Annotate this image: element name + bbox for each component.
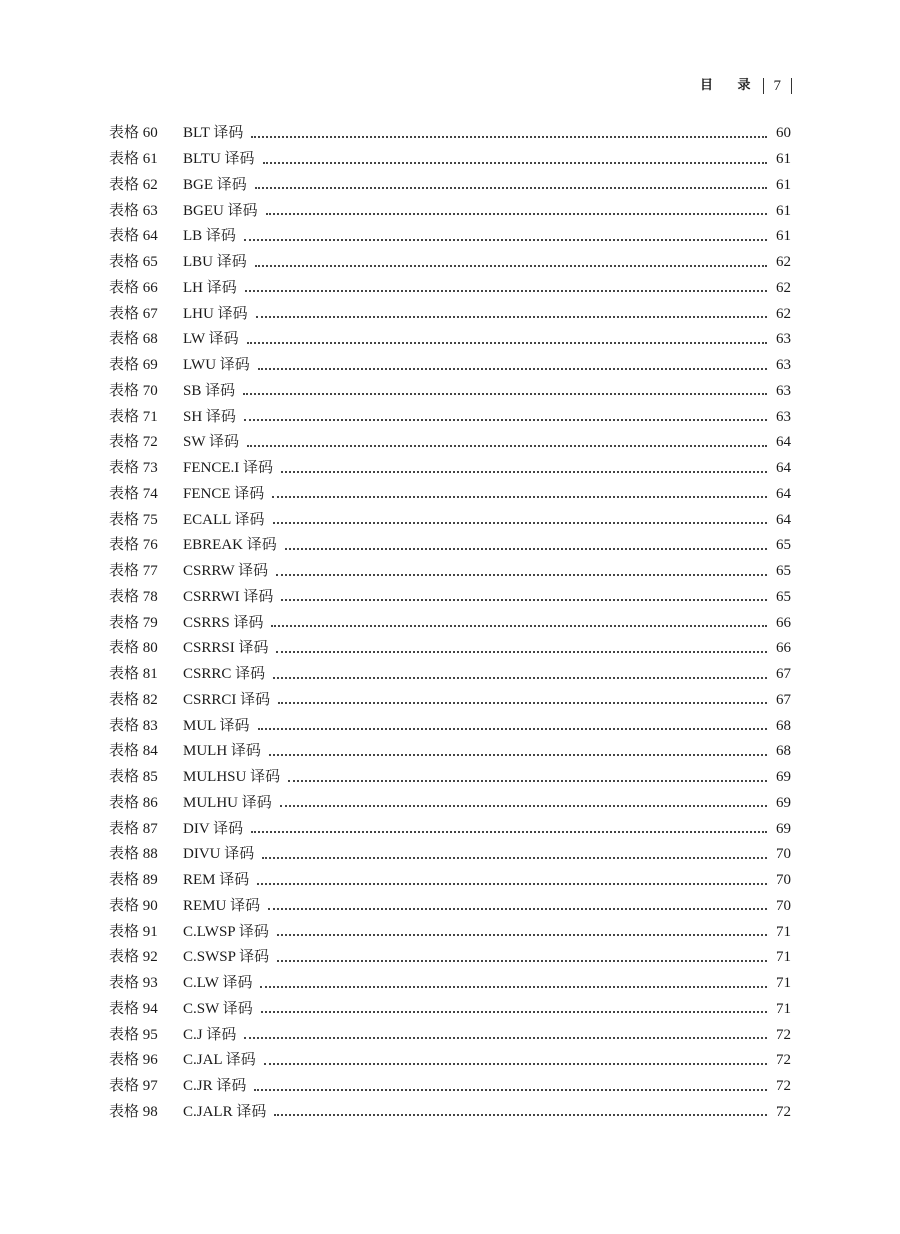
dot-leader [277,960,767,962]
toc-entry[interactable] [109,919,791,945]
toc-entry[interactable] [109,585,791,611]
toc-entry-label: 表格 83 [109,717,158,734]
toc-entry[interactable] [109,173,791,199]
toc-entry-title: MUL 译码 [183,717,250,734]
toc-entry[interactable] [109,198,791,224]
toc-entry-page: 63 [776,382,791,399]
dot-leader [266,213,767,215]
dot-leader [256,316,767,318]
toc-entry[interactable] [109,1048,791,1074]
toc-entry[interactable] [109,662,791,688]
toc-entry-title: CSRRS 译码 [183,614,264,631]
toc-entry-label: 表格 63 [109,202,158,219]
toc-entry[interactable] [109,997,791,1023]
toc-entry-page: 68 [776,743,791,760]
toc-entry[interactable] [109,224,791,250]
toc-entry-title: BLT 译码 [183,125,244,142]
toc-entry-title: MULHSU 译码 [183,769,281,786]
toc-entry[interactable] [109,842,791,868]
dot-leader [260,986,767,988]
dot-leader [257,883,767,885]
toc-entry-label: 表格 93 [109,975,158,992]
page-number: 7 [773,78,781,94]
toc-entry-label: 表格 60 [109,125,158,142]
toc-entry[interactable] [109,147,791,173]
toc-entry-title: C.JAL 译码 [183,1052,256,1069]
dot-leader [274,1114,767,1116]
toc-entry-title: SH 译码 [183,408,236,425]
toc-entry[interactable] [109,121,791,147]
dot-leader [251,831,767,833]
toc-entry[interactable] [109,816,791,842]
toc-entry-page: 72 [776,1026,791,1043]
toc-entry-title: LHU 译码 [183,305,248,322]
toc-entry[interactable] [109,945,791,971]
toc-entry[interactable] [109,430,791,456]
dot-leader [288,780,767,782]
dot-leader [273,677,767,679]
toc-entry[interactable] [109,250,791,276]
toc-entry[interactable] [109,688,791,714]
toc-entry-title: FENCE.I 译码 [183,460,274,477]
toc-entry-title: DIVU 译码 [183,846,255,863]
dot-leader [243,393,767,395]
dot-leader [276,651,767,653]
toc-entry-label: 表格 84 [109,743,158,760]
toc-entry-label: 表格 86 [109,794,158,811]
toc-entry[interactable] [109,301,791,327]
toc-entry-page: 62 [776,279,791,296]
toc-entry-label: 表格 74 [109,485,158,502]
dot-leader [261,1011,767,1013]
toc-entry-label: 表格 87 [109,820,158,837]
toc-entry-title: LB 译码 [183,228,236,245]
dot-leader [245,290,767,292]
toc-entry-page: 67 [776,666,791,683]
toc-entry-title: C.J 译码 [183,1026,237,1043]
toc-entry-title: EBREAK 译码 [183,537,277,554]
toc-entry[interactable] [109,379,791,405]
toc-entry[interactable] [109,894,791,920]
toc-entry-page: 70 [776,897,791,914]
toc-entry-label: 表格 77 [109,563,158,580]
toc-entry[interactable] [109,868,791,894]
toc-entry-label: 表格 68 [109,331,158,348]
toc-entry-label: 表格 89 [109,872,158,889]
toc-entry-page: 61 [776,176,791,193]
dot-leader [272,496,767,498]
toc-entry[interactable] [109,327,791,353]
toc-entry[interactable] [109,1074,791,1100]
dot-leader [251,136,767,138]
toc-entry-label: 表格 92 [109,949,158,966]
toc-entry[interactable] [109,559,791,585]
dot-leader [254,1089,767,1091]
toc-entry-page: 67 [776,691,791,708]
toc-entry-page: 65 [776,537,791,554]
toc-entry-title: BGEU 译码 [183,202,258,219]
toc-entry-title: LWU 译码 [183,357,250,374]
toc-entry[interactable] [109,276,791,302]
toc-entry-label: 表格 64 [109,228,158,245]
dot-leader [244,419,767,421]
toc-entry-title: CSRRSI 译码 [183,640,269,657]
toc-entry-title: LH 译码 [183,279,237,296]
toc-entry-page: 62 [776,254,791,271]
toc-entry-page: 71 [776,923,791,940]
dot-leader [278,702,767,704]
dot-leader [268,908,767,910]
toc-entry-label: 表格 96 [109,1052,158,1069]
dot-leader [280,805,767,807]
toc-entry-label: 表格 62 [109,176,158,193]
toc-entry-label: 表格 66 [109,279,158,296]
dot-leader [262,857,767,859]
toc-entry-title: C.SW 译码 [183,1000,253,1017]
toc-entry-page: 65 [776,588,791,605]
toc-entry-label: 表格 82 [109,691,158,708]
toc-entry-page: 61 [776,151,791,168]
toc-entry-title: LW 译码 [183,331,239,348]
toc-entry-label: 表格 78 [109,588,158,605]
toc-entry-title: CSRRW 译码 [183,563,269,580]
toc-entry-title: REMU 译码 [183,897,261,914]
toc-entry-page: 61 [776,202,791,219]
dot-leader [258,728,767,730]
toc-entry-page: 66 [776,614,791,631]
toc-entry-page: 71 [776,975,791,992]
toc-entry-page: 72 [776,1052,791,1069]
toc-entry-page: 72 [776,1078,791,1095]
running-head [700,76,792,96]
toc-entry-title: MULHU 译码 [183,794,272,811]
toc-entry-page: 64 [776,511,791,528]
toc-entry-label: 表格 94 [109,1000,158,1017]
toc-entry[interactable] [109,353,791,379]
dot-leader [263,162,767,164]
toc-entry-page: 69 [776,769,791,786]
dot-leader [258,368,767,370]
toc-entry-page: 65 [776,563,791,580]
dot-leader [281,599,767,601]
toc-entry-page: 64 [776,485,791,502]
toc-entry-title: ECALL 译码 [183,511,265,528]
toc-entry-title: FENCE 译码 [183,485,265,502]
toc-entry-label: 表格 79 [109,614,158,631]
running-head-divider-end [791,78,792,94]
toc-entry-page: 69 [776,794,791,811]
toc-entry-title: C.SWSP 译码 [183,949,270,966]
toc-entry-page: 60 [776,125,791,142]
toc-entry-title: C.LWSP 译码 [183,923,269,940]
toc-entry-label: 表格 76 [109,537,158,554]
dot-leader [276,574,767,576]
toc-entry-page: 63 [776,408,791,425]
toc-entry[interactable] [109,456,791,482]
dot-leader [247,445,767,447]
toc-entry-label: 表格 98 [109,1103,158,1120]
toc-entry[interactable] [109,971,791,997]
dot-leader [264,1063,767,1065]
toc-entry-label: 表格 91 [109,923,158,940]
toc-entry-label: 表格 71 [109,408,158,425]
toc-entry-label: 表格 80 [109,640,158,657]
dot-leader [244,1037,767,1039]
toc-entry-page: 63 [776,331,791,348]
toc-entry[interactable] [109,610,791,636]
toc-entry[interactable] [109,636,791,662]
dot-leader [277,934,767,936]
toc-entry-label: 表格 61 [109,151,158,168]
dot-leader [255,265,767,267]
toc-entry-title: REM 译码 [183,872,250,889]
toc-entry[interactable] [109,482,791,508]
toc-entry-label: 表格 85 [109,769,158,786]
toc-entry-page: 62 [776,305,791,322]
toc-entry-title: MULH 译码 [183,743,261,760]
toc-entry-title: C.JR 译码 [183,1078,247,1095]
toc-entry-title: BGE 译码 [183,176,247,193]
toc-entry-page: 61 [776,228,791,245]
running-head-divider [763,78,764,94]
toc-entry-title: C.LW 译码 [183,975,253,992]
toc-entry-page: 68 [776,717,791,734]
dot-leader [247,342,767,344]
toc-entry-page: 69 [776,820,791,837]
toc-entry[interactable] [109,507,791,533]
toc-entry-page: 71 [776,1000,791,1017]
running-head-section: 目 录 [699,78,761,93]
toc-entry-title: LBU 译码 [183,254,247,271]
toc-entry-label: 表格 88 [109,846,158,863]
toc-entry[interactable] [109,739,791,765]
toc-entry-title: C.JALR 译码 [183,1103,267,1120]
dot-leader [269,754,767,756]
toc-entry-page: 70 [776,846,791,863]
toc-entry-label: 表格 65 [109,254,158,271]
toc-entry-title: DIV 译码 [183,820,244,837]
toc-entry-page: 72 [776,1103,791,1120]
toc-entry-label: 表格 90 [109,897,158,914]
toc-entry-label: 表格 81 [109,666,158,683]
toc-entry-page: 70 [776,872,791,889]
dot-leader [255,187,767,189]
toc-entry-title: CSRRC 译码 [183,666,266,683]
toc-entry-label: 表格 67 [109,305,158,322]
table-of-contents [109,121,791,1125]
toc-entry-page: 64 [776,460,791,477]
toc-entry-label: 表格 75 [109,511,158,528]
toc-entry-label: 表格 69 [109,357,158,374]
toc-entry-title: BLTU 译码 [183,151,255,168]
toc-entry-label: 表格 97 [109,1078,158,1095]
toc-entry[interactable] [109,791,791,817]
toc-entry-page: 66 [776,640,791,657]
toc-entry[interactable] [109,533,791,559]
dot-leader [273,522,767,524]
toc-entry-label: 表格 72 [109,434,158,451]
toc-entry-page: 64 [776,434,791,451]
toc-entry[interactable] [109,1100,791,1126]
toc-entry[interactable] [109,1022,791,1048]
toc-entry-label: 表格 70 [109,382,158,399]
toc-entry-page: 71 [776,949,791,966]
toc-entry[interactable] [109,713,791,739]
dot-leader [244,239,767,241]
toc-entry-title: SB 译码 [183,382,236,399]
dot-leader [285,548,767,550]
dot-leader [281,471,767,473]
toc-entry[interactable] [109,765,791,791]
toc-entry-label: 表格 73 [109,460,158,477]
toc-entry-title: SW 译码 [183,434,239,451]
toc-entry-page: 63 [776,357,791,374]
dot-leader [271,625,767,627]
toc-entry[interactable] [109,404,791,430]
toc-entry-title: CSRRWI 译码 [183,588,274,605]
toc-entry-title: CSRRCI 译码 [183,691,271,708]
toc-entry-label: 表格 95 [109,1026,158,1043]
